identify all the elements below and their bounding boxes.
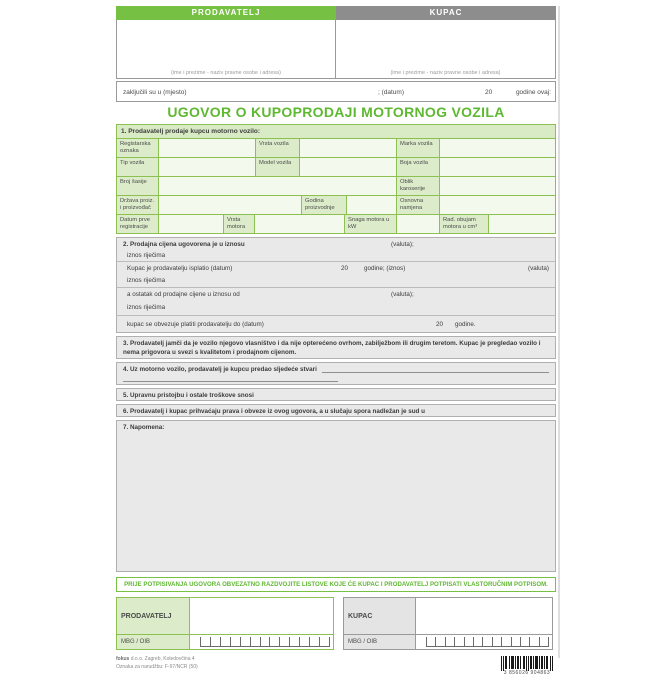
- currency-label: (valuta): [528, 265, 549, 272]
- buyer-name-box: [336, 20, 555, 78]
- year-suffix: godine ovaj:: [515, 89, 551, 96]
- year-amount-label: godine; (iznos): [364, 265, 406, 272]
- year-prefix: 20: [341, 265, 349, 272]
- buyer-signature-label: KUPAC: [344, 598, 416, 634]
- signature-warning-bar: PRIJE POTPISIVANJA UGOVORA OBVEZATNO RAZDVOJITE LISTOVE KOJE ĆE KUPAC I PRODAVATELJ POTPISATI VLASTORUČNIM POTPISOM.: [116, 577, 556, 592]
- table-row: [117, 138, 555, 157]
- price-row: [117, 238, 555, 262]
- remainder-row: [117, 288, 555, 316]
- payment-row: [117, 262, 555, 288]
- year-prefix: 20: [436, 321, 444, 328]
- section-4-items: [116, 362, 556, 385]
- label-model-vozila: Model vozila: [255, 158, 299, 176]
- table-row: [117, 176, 555, 195]
- form-footer: [116, 656, 556, 676]
- seller-name-caption: (ime i prezime - naziv pravne osobe i adresa): [170, 70, 282, 76]
- field-boja-vozila: [439, 158, 555, 176]
- field-broj-sasije: [158, 177, 396, 195]
- table-row: [117, 195, 555, 214]
- place-date-row: [116, 81, 556, 102]
- pack-quantity: (50): [188, 663, 198, 670]
- field-vrsta-motora: [254, 215, 344, 233]
- seller-name-box: [117, 20, 336, 78]
- items-label: 4. Uz motorno vozilo, prodavatelj je kupcu predao sljedeće stvari: [123, 366, 317, 373]
- fill-in-line: [123, 373, 338, 382]
- field-datum-prve-registracije: [158, 215, 223, 233]
- label-obujam-motora: Rad. obujam motora u cm³: [439, 215, 488, 233]
- label-marka-vozila: Marka vozila: [396, 139, 439, 157]
- label-osnovna-namjena: Osnovna namjena: [396, 196, 439, 214]
- buyer-mbg-oib-comb: [426, 637, 548, 647]
- buyer-mbg-oib-label: MBG / OIB: [344, 635, 416, 649]
- table-row: [117, 214, 555, 233]
- buyer-name-caption: (ime i prezime - naziv pravne osobe i adresa): [390, 70, 501, 76]
- year-suffix: godine.: [455, 321, 476, 328]
- table-row: [117, 157, 555, 176]
- signature-row: [116, 597, 556, 650]
- buyer-signature-area: [416, 598, 552, 634]
- paid-on-label: Kupac je prodavatelju isplatio (datum): [127, 265, 233, 272]
- order-code: Oznaka za narudžbu: F-97/NCR: [116, 663, 188, 670]
- label-drzava-proizvodac: Država proiz. i proizvođač: [117, 196, 158, 214]
- publisher-info: [116, 656, 198, 676]
- field-drzava-proizvodac: [158, 196, 301, 214]
- label-broj-sasije: Broj šasije: [117, 177, 158, 195]
- field-godina-proizvodnje: [346, 196, 396, 214]
- currency-label: (valuta);: [391, 291, 414, 298]
- amount-in-words-label: iznos riječima: [127, 304, 166, 311]
- field-registarska-oznaka: [158, 139, 255, 157]
- section-1-heading: 1. Prodavatelj prodaje kupcu motorno vozilo:: [117, 125, 555, 138]
- date-label: ; (datum): [378, 89, 405, 96]
- field-snaga-motora: [396, 215, 439, 233]
- barcode-number: 3 856026 904863: [503, 670, 551, 676]
- seller-signature-label: PRODAVATELJ: [117, 598, 190, 634]
- party-name-boxes: [116, 20, 556, 79]
- label-registarska-oznaka: Registarska oznaka: [117, 139, 158, 157]
- barcode-bars: [500, 656, 554, 671]
- section-6-court: 6. Prodavatelj i kupac prihvaćaju prava i obveze iz ovog ugovora, a u slučaju spora nadležan je sud u: [116, 404, 556, 417]
- field-tip-vozila: [158, 158, 255, 176]
- label-oblik-karoserije: Oblik karoserije: [396, 177, 439, 195]
- field-marka-vozila: [439, 139, 555, 157]
- amount-in-words-label: iznos riječima: [127, 252, 166, 259]
- field-oblik-karoserije: [439, 177, 555, 195]
- publisher-address: d.o.o. Zagreb, Koledovčina 4: [130, 656, 195, 662]
- seller-signature-area: [190, 598, 333, 634]
- due-date-row: [117, 316, 555, 332]
- buyer-signature-box: [343, 597, 553, 650]
- buyer-header: KUPAC: [336, 6, 556, 20]
- field-obujam-motora: [488, 215, 555, 233]
- publisher-brand: fokus: [116, 656, 130, 662]
- barcode: [500, 656, 554, 676]
- year-prefix: 20: [485, 89, 493, 96]
- contract-title: UGOVOR O KUPOPRODAJI MOTORNOG VOZILA: [167, 104, 505, 120]
- place-label: zaključili su u (mjesto): [123, 89, 187, 96]
- seller-signature-box: [116, 597, 334, 650]
- seller-mbg-oib-label: MBG / OIB: [117, 635, 190, 649]
- due-date-label: kupac se obvezuje platiti prodavatelju do (datum): [127, 321, 264, 328]
- amount-in-words-label: iznos riječima: [127, 277, 166, 284]
- seller-header: PRODAVATELJ: [116, 6, 336, 20]
- party-headers: [116, 6, 556, 20]
- label-vrsta-vozila: Vrsta vozila: [255, 139, 299, 157]
- label-tip-vozila: Tip vozila: [117, 158, 158, 176]
- page-edge-shadow: [558, 6, 560, 658]
- contract-form: [116, 6, 556, 676]
- price-amount-label: 2. Prodajna cijena ugovorena je u iznosu: [123, 241, 245, 248]
- label-snaga-motora: Snaga motora u kW: [344, 215, 396, 233]
- field-vrsta-vozila: [299, 139, 396, 157]
- section-2-price: [116, 237, 556, 333]
- section-3-warranty: 3. Prodavatelj jamči da je vozilo njegovo vlasništvo i da nije opterećeno ovrhom, zabilježbom ili drugim teretom. Kupac je pregledao vozilo i nema prigovora u svezi s kvalitetom i prodajnom cijenom.: [116, 336, 556, 359]
- seller-mbg-oib-comb: [200, 637, 329, 647]
- section-7-note: 7. Napomena:: [116, 420, 556, 572]
- currency-label: (valuta);: [391, 241, 414, 248]
- label-boja-vozila: Boja vozila: [396, 158, 439, 176]
- label-datum-prve-registracije: Datum prve registracije: [117, 215, 158, 233]
- fill-in-line: [322, 366, 549, 373]
- field-model-vozila: [299, 158, 396, 176]
- field-osnovna-namjena: [439, 196, 555, 214]
- section-5-costs: 5. Upravnu pristojbu i ostale troškove snosi: [116, 388, 556, 401]
- remainder-label: a ostatak od prodajne cijene u iznosu od: [127, 291, 240, 298]
- label-godina-proizvodnje: Godina proizvodnje: [301, 196, 346, 214]
- section-1-vehicle-table: [116, 124, 556, 234]
- label-vrsta-motora: Vrsta motora: [223, 215, 254, 233]
